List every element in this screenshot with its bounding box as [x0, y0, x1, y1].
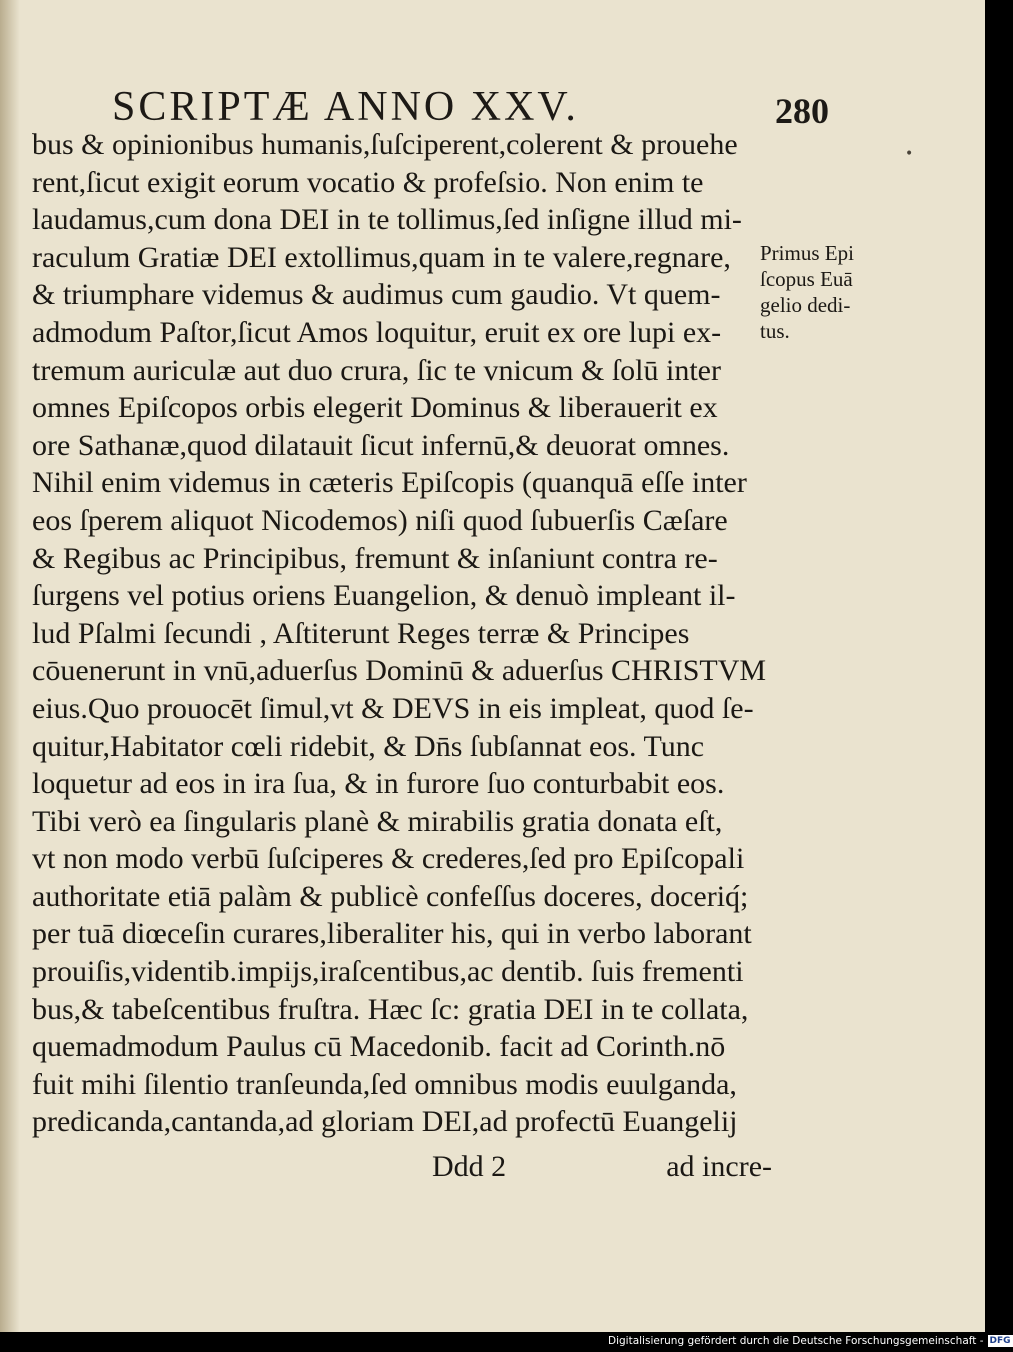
marginal-note	[760, 240, 885, 344]
text-line: & Regibus ac Principibus, fremunt & inſaniunt contra re-	[32, 541, 718, 575]
dfg-logo-icon: DFG	[989, 1335, 1011, 1346]
text-line: raculum Gratiæ DEI extollimus,quam in te valere,regnare,	[32, 240, 731, 274]
text-line: omnes Epiſcopos orbis elegerit Dominus & liberauerit ex	[32, 391, 718, 425]
text-line: bus,& tabeſcentibus fruſtra. Hæc ſc: gratia DEI in te collata,	[32, 992, 749, 1026]
text-line: & triumphare videmus & audimus cum gaudio. Vt quem-	[32, 278, 721, 312]
digitization-credit	[608, 1333, 1013, 1348]
text-line: eius.Quo prouocēt ſimul,vt & DEVS in eis impleat, quod ſe-	[32, 691, 754, 725]
page-foot	[432, 1150, 772, 1186]
text-line: ſurgens vel potius oriens Euangelion, & denuò impleant il-	[32, 579, 736, 613]
text-line: Tibi verò ea ſingularis planè & mirabilis gratia donata eſt,	[32, 804, 723, 838]
credit-text: Digitalisierung gefördert durch die Deutsche Forschungsgemeinschaft -	[608, 1334, 984, 1347]
gutter-shadow	[0, 0, 20, 1332]
running-head: SCRIPTÆ ANNO XXV.	[112, 84, 579, 130]
marginal-note-line: ſcopus Euā	[760, 267, 853, 291]
text-line: predicanda,cantanda,ad gloriam DEI,ad profectū Euangelij	[32, 1105, 738, 1139]
text-line: tremum auriculæ aut duo crura, ſic te vnicum & ſolū inter	[32, 353, 721, 387]
signature-mark: Ddd 2	[432, 1150, 507, 1183]
text-line: ore Sathanæ,quod dilatauit ſicut infernū,& deuorat omnes.	[32, 428, 730, 462]
text-line: laudamus,cum dona DEI in te tollimus,ſed inſigne illud mi-	[32, 203, 742, 237]
text-line: rent,ſicut exigit eorum vocatio & profeſsio. Non enim te	[32, 165, 704, 199]
catchword: ad incre-	[666, 1150, 772, 1183]
text-line: authoritate etiā palàm & publicè confeſſus doceres, doceriq́;	[32, 879, 749, 913]
page-number: 280	[775, 91, 829, 131]
text-line: bus & opinionibus humanis,ſuſciperent,colerent & prouehe	[32, 128, 738, 161]
text-line: quemadmodum Paulus cū Macedonib. facit ad Corinth.nō	[32, 1030, 726, 1064]
text-line: loquetur ad eos in ira ſua, & in furore ſuo conturbabit eos.	[32, 767, 725, 801]
text-line: Nihil enim videmus in cæteris Epiſcopis (quanquā eſſe inter	[32, 466, 747, 500]
text-line: quitur,Habitator cœli ridebit, & Dn̄s ſubſannat eos. Tunc	[32, 729, 705, 763]
text-line: per tuā diœceſin curares,liberaliter his, qui in verbo laborant	[32, 917, 752, 951]
main-text	[32, 126, 772, 1141]
text-line: lud Pſalmi ſecundi , Aſtiterunt Reges terræ & Principes	[32, 616, 690, 650]
marginal-note-line: gelio dedi-	[760, 293, 851, 317]
text-line: vt non modo verbū ſuſciperes & crederes,ſed pro Epiſcopali	[32, 842, 745, 876]
text-line: fuit mihi ſilentio tranſeunda,ſed omnibus modis euulganda,	[32, 1067, 737, 1101]
text-line: prouiſis,videntib.impijs,iraſcentibus,ac dentib. ſuis frementi	[32, 955, 744, 989]
marginal-note-line: tus.	[760, 319, 790, 343]
margin-mark: •	[905, 146, 914, 162]
text-line: cōuenerunt in vnū,aduerſus Dominū & aduerſus CHRISTVM	[32, 654, 767, 688]
marginal-note-line: Primus Epi	[760, 241, 854, 265]
text-line: eos ſperem aliquot Nicodemos) niſi quod ſubuerſis Cæſare	[32, 503, 728, 537]
text-line: admodum Paſtor,ſicut Amos loquitur, eruit ex ore lupi ex-	[32, 315, 722, 349]
